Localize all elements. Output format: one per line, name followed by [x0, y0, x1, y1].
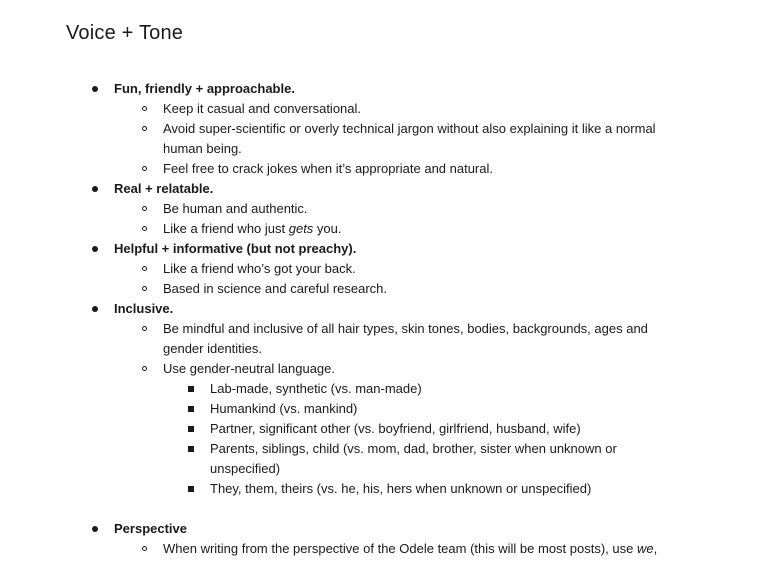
circle-bullet-icon	[142, 266, 147, 271]
list-item	[163, 539, 657, 559]
bullet-icon	[92, 246, 98, 252]
square-bullet-icon	[188, 406, 194, 412]
list-item: Avoid super-scientific or overly technical jargon without also explaining it like a normal	[163, 121, 656, 136]
bullet-icon	[92, 306, 98, 312]
sub-list-item: Lab-made, synthetic (vs. man-made)	[210, 381, 422, 396]
circle-bullet-icon	[142, 326, 147, 331]
circle-bullet-icon	[142, 206, 147, 211]
section-heading-fun: Fun, friendly + approachable.	[114, 81, 295, 96]
circle-bullet-icon	[142, 166, 147, 171]
circle-bullet-icon	[142, 126, 147, 131]
section-heading-perspective: Perspective	[114, 521, 187, 536]
sub-list-item-continuation: unspecified)	[210, 461, 281, 476]
sub-list-item: Parents, siblings, child (vs. mom, dad, brother, sister when unknown or	[210, 441, 617, 456]
section-heading-real: Real + relatable.	[114, 181, 214, 196]
list-item-continuation: gender identities.	[163, 341, 263, 356]
circle-bullet-icon	[142, 286, 147, 291]
list-item	[163, 219, 342, 239]
list-item-text: Like a friend who just	[163, 221, 289, 236]
bullet-icon	[92, 526, 98, 532]
emphasis-text: we	[636, 541, 654, 556]
list-item-text: you.	[313, 221, 342, 236]
list-item: Use gender-neutral language.	[163, 361, 336, 376]
emphasis-text: gets	[288, 221, 314, 236]
list-item: Based in science and careful research.	[163, 281, 388, 296]
list-item: Be mindful and inclusive of all hair types, skin tones, bodies, backgrounds, ages and	[163, 321, 648, 336]
sub-list-item: Humankind (vs. mankind)	[210, 401, 358, 416]
list-item-continuation: human being.	[163, 141, 242, 156]
sub-list-item: Partner, significant other (vs. boyfriend, girlfriend, husband, wife)	[210, 421, 581, 436]
sub-list-item: They, them, theirs (vs. he, his, hers when unknown or unspecified)	[210, 481, 592, 496]
list-item: Like a friend who’s got your back.	[163, 261, 356, 276]
square-bullet-icon	[188, 446, 194, 452]
list-item-text: ,	[653, 541, 658, 556]
list-item-text: When writing from the perspective of the Odele team (this will be most posts), use	[163, 541, 637, 556]
list-item: Keep it casual and conversational.	[163, 101, 362, 116]
circle-bullet-icon	[142, 546, 147, 551]
square-bullet-icon	[188, 486, 194, 492]
circle-bullet-icon	[142, 106, 147, 111]
square-bullet-icon	[188, 426, 194, 432]
list-item: Be human and authentic.	[163, 201, 308, 216]
bullet-icon	[92, 186, 98, 192]
section-heading-helpful: Helpful + informative (but not preachy).	[114, 241, 357, 256]
bullet-icon	[92, 86, 98, 92]
section-heading-inclusive: Inclusive.	[114, 301, 174, 316]
square-bullet-icon	[188, 386, 194, 392]
page-title: Voice + Tone	[66, 22, 184, 44]
circle-bullet-icon	[142, 366, 147, 371]
list-item: Feel free to crack jokes when it’s appropriate and natural.	[163, 161, 493, 176]
circle-bullet-icon	[142, 226, 147, 231]
